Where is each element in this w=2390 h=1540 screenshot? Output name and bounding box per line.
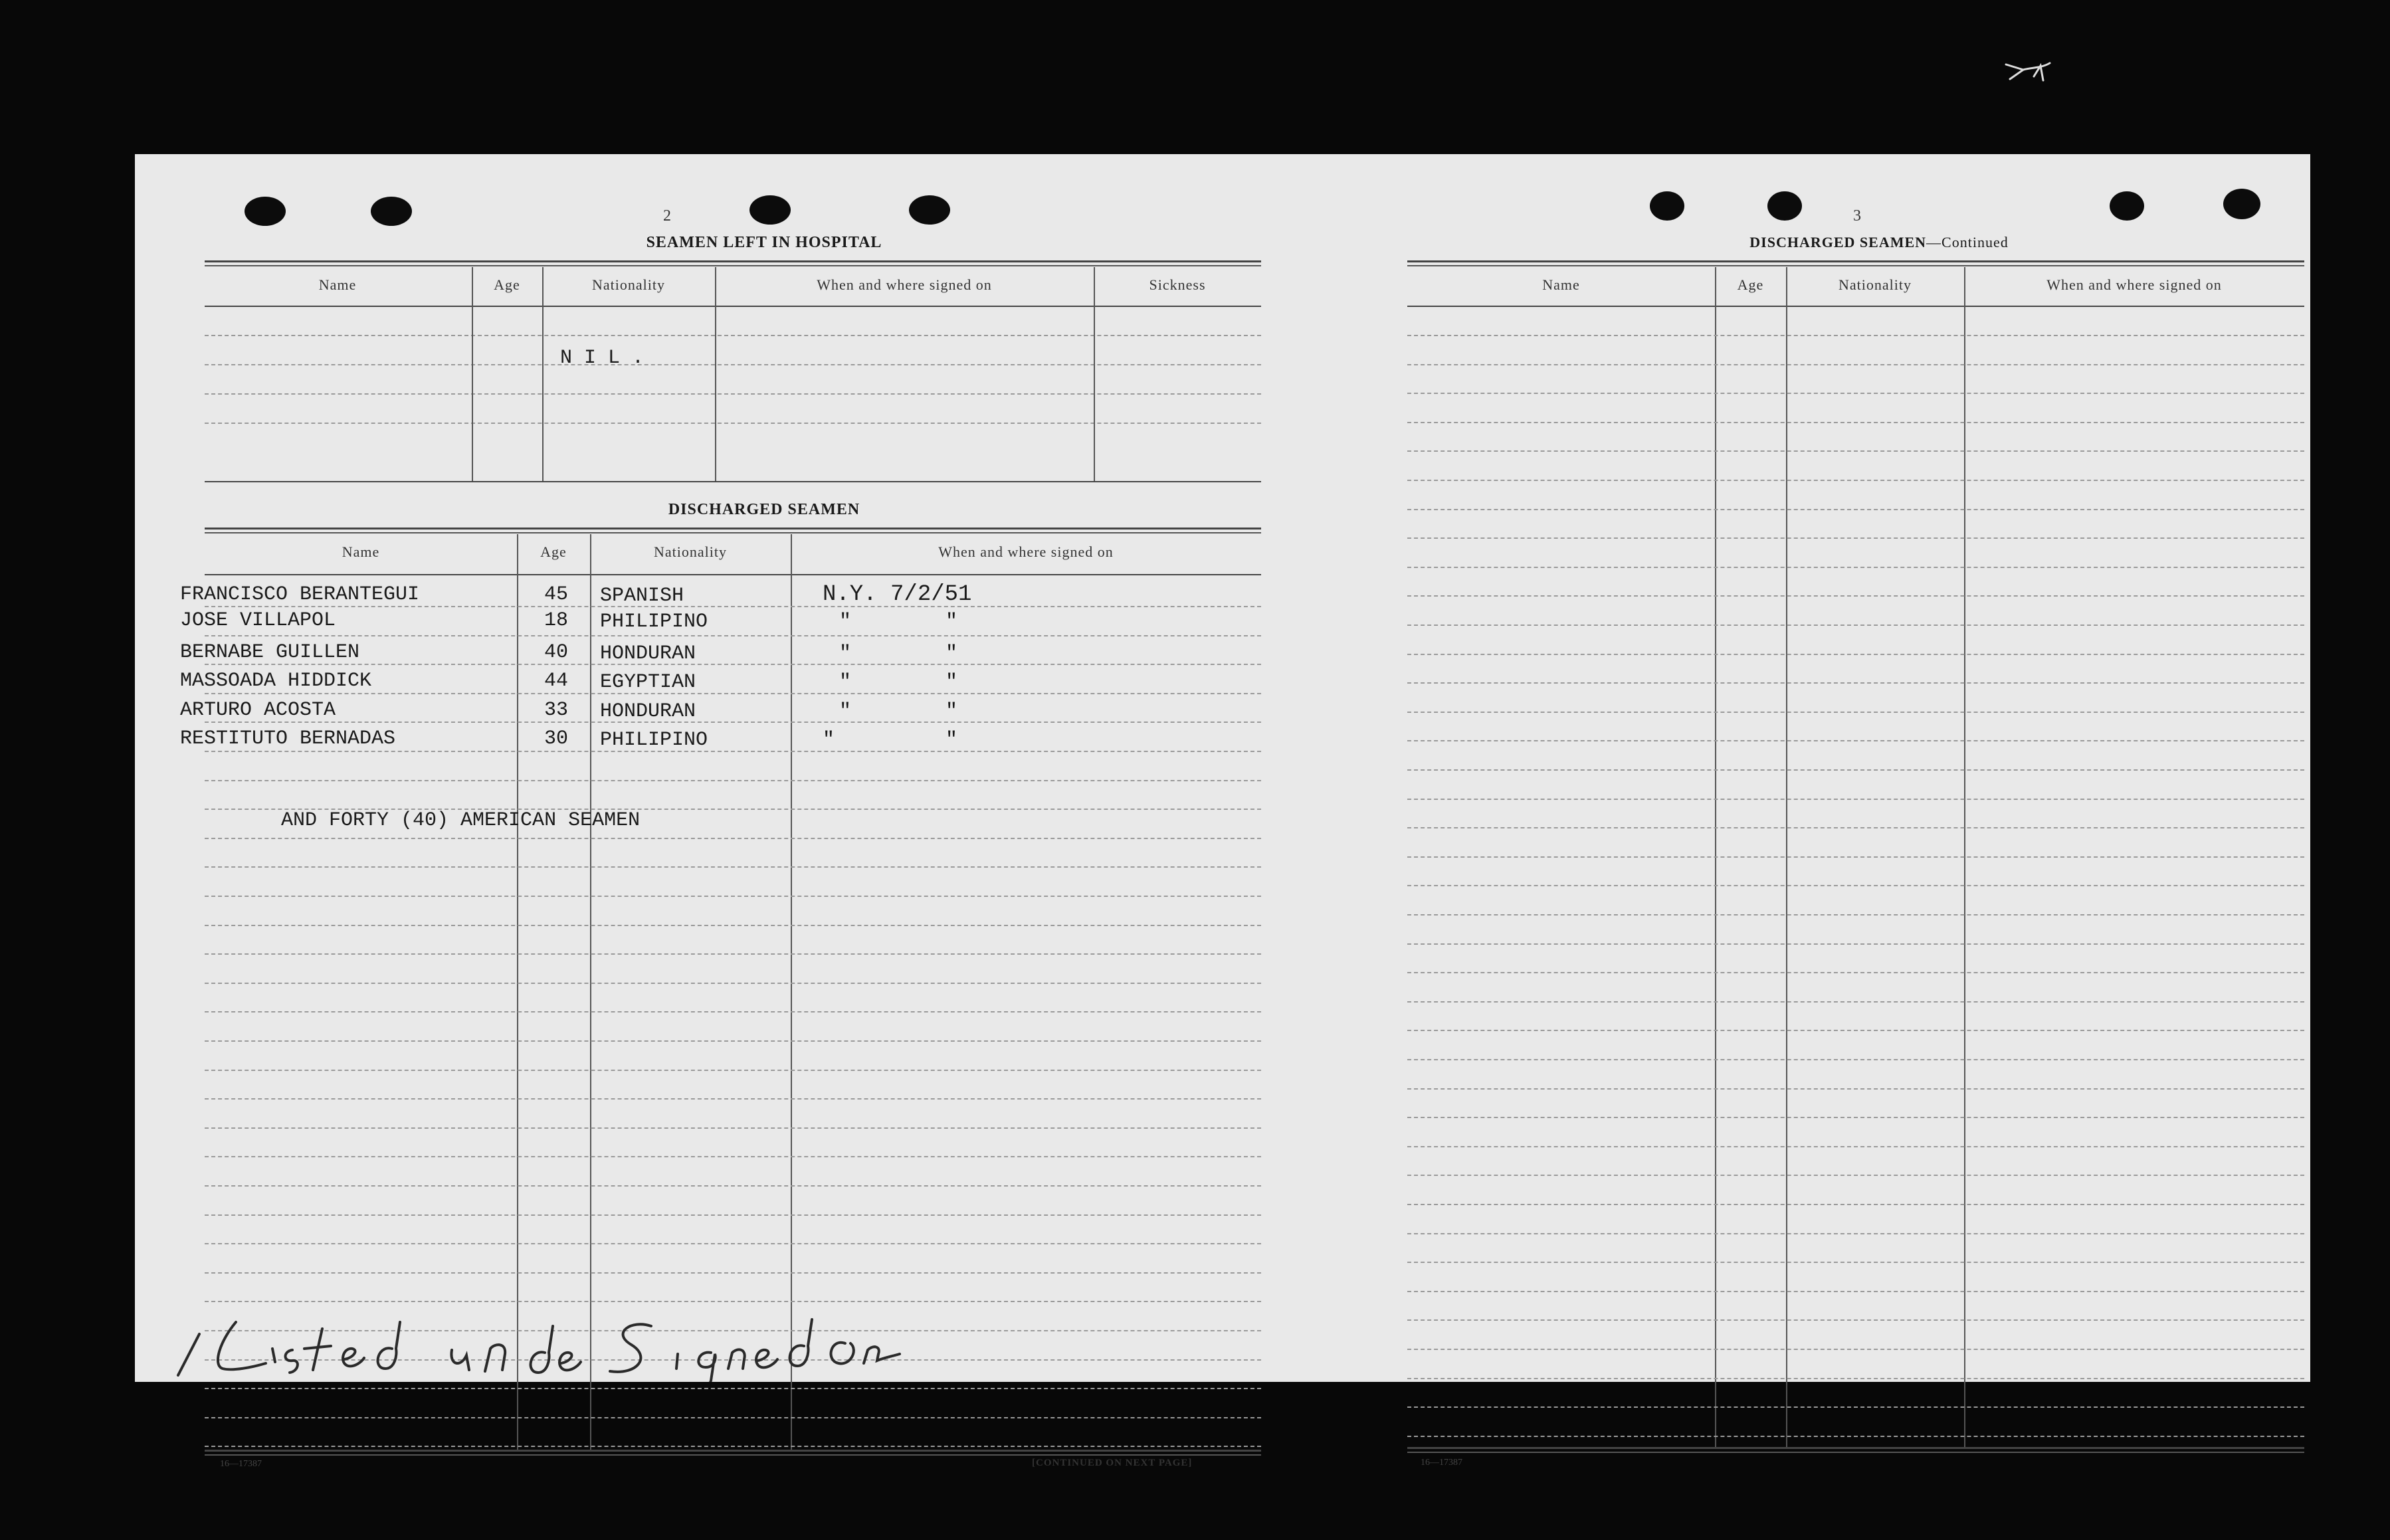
discharged-header-rule bbox=[205, 574, 1261, 575]
ruled-line bbox=[205, 1098, 1261, 1100]
hospital-row-line bbox=[205, 423, 1261, 424]
left-page-number: 2 bbox=[663, 207, 671, 225]
ruled-line bbox=[1407, 422, 2304, 423]
ruled-line bbox=[1407, 1436, 2304, 1437]
ruled-line bbox=[1407, 740, 2304, 741]
ruled-line bbox=[1407, 1291, 2304, 1292]
right-title bbox=[1407, 234, 2351, 251]
hospital-col-signed-on: When and where signed on bbox=[817, 276, 992, 293]
ruled-line bbox=[205, 606, 1261, 607]
ruled-line bbox=[1407, 799, 2304, 800]
ruled-line bbox=[205, 780, 1261, 781]
seaman-signed-on: " bbox=[839, 611, 852, 633]
ruled-line bbox=[1407, 943, 2304, 945]
ruled-line bbox=[1407, 595, 2304, 597]
ruled-line bbox=[205, 896, 1261, 897]
ruled-line bbox=[1407, 654, 2304, 655]
discharged-bottom-rule bbox=[205, 1450, 1261, 1456]
seaman-signed-on: " bbox=[839, 700, 852, 723]
ruled-line bbox=[1407, 625, 2304, 626]
ruled-line bbox=[1407, 914, 2304, 915]
seaman-age: 44 bbox=[544, 670, 569, 692]
seaman-signed-on-ditto: " bbox=[946, 700, 958, 723]
hospital-col-divider bbox=[472, 267, 473, 481]
punch-hole bbox=[909, 195, 950, 225]
ruled-line bbox=[1407, 1117, 2304, 1118]
ruled-line bbox=[1407, 1406, 2304, 1408]
discharged-col-name: Name bbox=[342, 543, 380, 560]
hospital-col-nationality: Nationality bbox=[592, 276, 665, 293]
right-col-nationality: Nationality bbox=[1839, 276, 1912, 293]
punch-hole bbox=[371, 197, 412, 226]
punch-hole bbox=[749, 195, 791, 225]
hospital-col-divider bbox=[1094, 267, 1095, 481]
ruled-line bbox=[205, 1446, 1261, 1447]
ruled-line bbox=[1407, 1319, 2304, 1321]
seaman-age: 30 bbox=[544, 727, 569, 750]
ruled-line bbox=[205, 693, 1261, 694]
ruled-line bbox=[205, 866, 1261, 868]
hospital-row-line bbox=[205, 335, 1261, 336]
seaman-name: RESTITUTO BERNADAS bbox=[180, 727, 396, 750]
right-form-number: 16—17387 bbox=[1421, 1458, 1462, 1468]
seaman-name: BERNABE GUILLEN bbox=[180, 641, 360, 664]
ruled-line bbox=[1407, 885, 2304, 886]
discharged-col-signed-on: When and where signed on bbox=[938, 543, 1114, 560]
ruled-line bbox=[1407, 567, 2304, 568]
ruled-line bbox=[205, 1040, 1261, 1042]
seaman-nationality: PHILIPINO bbox=[600, 611, 708, 633]
seaman-name: JOSE VILLAPOL bbox=[180, 609, 336, 632]
ruled-line bbox=[205, 751, 1261, 752]
ruled-line bbox=[1407, 1088, 2304, 1090]
seaman-nationality: SPANISH bbox=[600, 585, 684, 607]
right-title-main: DISCHARGED SEAMEN bbox=[1749, 234, 1927, 250]
right-header-rule bbox=[1407, 306, 2304, 307]
ruled-line bbox=[205, 722, 1261, 723]
ruled-line bbox=[205, 635, 1261, 636]
seaman-nationality: HONDURAN bbox=[600, 642, 696, 665]
left-form-number: 16—17387 bbox=[220, 1459, 262, 1469]
punch-hole bbox=[1650, 191, 1684, 221]
ruled-line bbox=[1407, 712, 2304, 713]
right-page-number: 3 bbox=[1853, 207, 1861, 225]
ruled-line bbox=[1407, 1059, 2304, 1060]
document-paper bbox=[135, 154, 2310, 1469]
ruled-line bbox=[1407, 1146, 2304, 1147]
seaman-age: 33 bbox=[544, 699, 569, 722]
hospital-top-rule bbox=[205, 260, 1261, 266]
ruled-line bbox=[1407, 509, 2304, 510]
ruled-line bbox=[205, 953, 1261, 955]
ruled-line bbox=[1407, 1030, 2304, 1031]
seaman-name: FRANCISCO BERANTEGUI bbox=[180, 583, 420, 606]
ruled-line bbox=[1407, 827, 2304, 828]
hospital-col-age: Age bbox=[494, 276, 520, 293]
ruled-line bbox=[205, 1185, 1261, 1187]
ruled-line bbox=[1407, 972, 2304, 973]
ruled-line bbox=[205, 1417, 1261, 1418]
seaman-nationality: PHILIPINO bbox=[600, 729, 708, 751]
discharged-col-nationality: Nationality bbox=[654, 543, 727, 560]
hospital-bottom-rule bbox=[205, 481, 1261, 482]
hospital-col-divider bbox=[715, 267, 716, 481]
seaman-age: 18 bbox=[544, 609, 569, 632]
punch-hole bbox=[2110, 191, 2144, 221]
ruled-line bbox=[205, 925, 1261, 926]
ruled-line bbox=[1407, 1001, 2304, 1003]
ruled-line bbox=[1407, 1175, 2304, 1176]
hospital-nil-entry: N I L . bbox=[560, 347, 645, 369]
right-bottom-rule bbox=[1407, 1447, 2304, 1453]
right-col-age: Age bbox=[1737, 276, 1764, 293]
seaman-signed-on-ditto: " bbox=[946, 729, 958, 751]
seaman-signed-on: N.Y. 7/2/51 bbox=[823, 582, 972, 607]
hospital-row-line bbox=[205, 364, 1261, 365]
right-col-signed-on: When and where signed on bbox=[2046, 276, 2222, 293]
right-col-name: Name bbox=[1542, 276, 1580, 293]
ruled-line bbox=[1407, 1204, 2304, 1205]
seaman-nationality: EGYPTIAN bbox=[600, 671, 696, 694]
ruled-line bbox=[1407, 537, 2304, 539]
ruled-line bbox=[1407, 450, 2304, 452]
ruled-line bbox=[205, 838, 1261, 839]
seaman-name: ARTURO ACOSTA bbox=[180, 699, 336, 722]
punch-hole bbox=[1767, 191, 1802, 221]
ruled-line bbox=[205, 1156, 1261, 1157]
seaman-nationality: HONDURAN bbox=[600, 700, 696, 723]
ruled-line bbox=[205, 1070, 1261, 1071]
discharged-col-age: Age bbox=[540, 543, 567, 560]
seaman-name: MASSOADA HIDDICK bbox=[180, 670, 372, 692]
right-title-suffix: —Continued bbox=[1926, 234, 2009, 250]
corner-mark bbox=[2003, 56, 2055, 90]
ruled-line bbox=[1407, 1262, 2304, 1263]
ruled-line bbox=[205, 1388, 1261, 1389]
hospital-row-line bbox=[205, 393, 1261, 395]
hospital-col-divider bbox=[542, 267, 544, 481]
ruled-line bbox=[1407, 393, 2304, 394]
hospital-col-name: Name bbox=[318, 276, 357, 293]
discharged-top-rule bbox=[205, 528, 1261, 533]
ruled-line bbox=[1407, 682, 2304, 684]
ruled-line bbox=[1407, 1233, 2304, 1234]
ruled-line bbox=[205, 1243, 1261, 1244]
ruled-line bbox=[1407, 856, 2304, 858]
ruled-line bbox=[1407, 364, 2304, 365]
ruled-line bbox=[1407, 480, 2304, 481]
discharged-title: DISCHARGED SEAMEN bbox=[668, 501, 860, 518]
american-seamen-note: AND FORTY (40) AMERICAN SEAMEN bbox=[281, 809, 641, 832]
continued-notice: [CONTINUED ON NEXT PAGE] bbox=[1032, 1458, 1193, 1468]
hospital-col-sickness: Sickness bbox=[1149, 276, 1206, 293]
punch-hole bbox=[2223, 189, 2260, 219]
ruled-line bbox=[205, 1272, 1261, 1274]
ruled-line bbox=[1407, 1378, 2304, 1379]
ruled-line bbox=[1407, 335, 2304, 336]
ruled-line bbox=[205, 983, 1261, 984]
hospital-title: SEAMEN LEFT IN HOSPITAL bbox=[646, 234, 882, 251]
right-top-rule bbox=[1407, 260, 2304, 266]
ruled-line bbox=[205, 1011, 1261, 1012]
ruled-line bbox=[1407, 769, 2304, 771]
seaman-age: 45 bbox=[544, 583, 569, 606]
seaman-signed-on-ditto: " bbox=[946, 642, 958, 665]
ruled-line bbox=[205, 1214, 1261, 1216]
ruled-line bbox=[1407, 1349, 2304, 1350]
seaman-age: 40 bbox=[544, 641, 569, 664]
seaman-signed-on-ditto: " bbox=[946, 611, 958, 633]
seaman-signed-on: " bbox=[823, 729, 835, 751]
seaman-signed-on-ditto: " bbox=[946, 671, 958, 694]
handwritten-annotation bbox=[173, 1302, 917, 1382]
seaman-signed-on: " bbox=[839, 671, 852, 694]
ruled-line bbox=[205, 664, 1261, 665]
seaman-signed-on: " bbox=[839, 642, 852, 665]
punch-hole bbox=[245, 197, 286, 226]
ruled-line bbox=[205, 1127, 1261, 1129]
hospital-header-rule bbox=[205, 306, 1261, 307]
